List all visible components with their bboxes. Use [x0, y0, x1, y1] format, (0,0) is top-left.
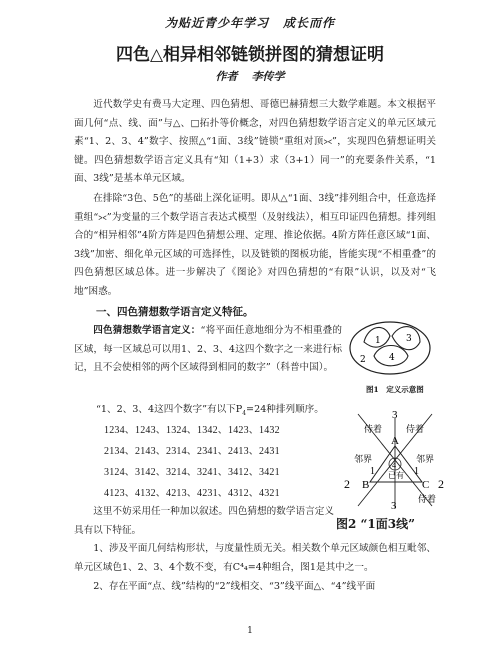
figure-1-diagram	[346, 312, 436, 384]
region-label: 2	[360, 355, 366, 365]
fig2-label: 侍着	[418, 494, 437, 504]
intro-paragraph-2: 在排除“3色、5色”的基础上深化证明。即从△“1面、3线”排列组合中，任意选择重组“⪥”为变量的三个数学语言表达式模型（及射线法），相互印证四色猜想。排列组合的“相异相邻”4阶方阵是四色猜想公理、定理、推论依据。4阶方阵任意区域“1面、3线”加密、细化单元区域的可选择性，以及链锁的图板功能，皆能实现“不相重叠”的四色猜想区域总体。进一步解决了《图论》对四色猜想的“有限”认识，以及对“飞地”困惑。	[74, 193, 436, 297]
slogan-right: 成长而作	[283, 16, 336, 30]
perm-intro-suffix: =24种排列顺序。	[246, 404, 324, 415]
fig2-label: 邻界	[354, 454, 373, 464]
list-item-1: 1、涉及平面几何结构形状，与度量性质无关。相关数个单元区域颜色相互毗邻、单元区域色1、2、3、4个数不变，有C⁴₄=4种组合，图1是其中之一。	[74, 543, 436, 573]
figure-2-caption: 图2 “1面3线”	[336, 517, 416, 531]
fig2-label-bottom-num: 3	[391, 500, 397, 512]
header-slogan	[0, 14, 500, 31]
fig2-label: 侍着	[364, 424, 383, 434]
list-item-2: 2、存在平面“点、线”结构的“2”线相交、“3”线平面△、“4”线平面	[93, 581, 376, 592]
perm-intro-prefix: “1、2、3、4这四个数字”有以下P	[96, 404, 243, 415]
fig2-label-num: 2	[344, 477, 350, 491]
fig2-label-one: 1	[370, 466, 375, 477]
figure-2-diagram	[340, 408, 450, 512]
perm-intro-sub: 4	[242, 409, 247, 417]
figure-1-caption: 图1 定义示意图	[366, 385, 424, 394]
slogan-left: 为贴近青少年学习	[164, 16, 269, 30]
intro-paragraph-1: 近代数学史有费马大定理、四色猜想、哥德巴赫猜想三大数学难题。本文根据平面几何“点、线、面”与△、□拓扑等价概念，对四色猜想数学语言定义的单元区域元素“1、2、3、4”数字、按照△“1面、3线”链锁“重组对顶⪥”，实现四色猜想证明关键。四色猜想数学语言定义具有“知（1+3）求（3+1）同一”的充要条件关系，“1面、3线”是基本单元区域。	[74, 99, 436, 185]
fig2-label-one: 1	[414, 466, 419, 477]
definition-paragraph	[74, 322, 342, 378]
permutation-intro	[96, 401, 324, 417]
author-name: 李传学	[251, 70, 285, 83]
definition-label: 四色猜想数学语言定义：	[93, 325, 201, 336]
fig2-label-num: 2	[438, 477, 444, 491]
page-number: 1	[247, 626, 253, 636]
permutation-row: 4123、4132、4213、4231、4312、4321	[104, 488, 280, 499]
permutation-row: 3124、3142、3214、3241、3412、3421	[104, 467, 280, 478]
fig2-vertex-a: A	[391, 435, 399, 447]
permutation-row: 2134、2143、2314、2341、2413、2431	[104, 446, 280, 457]
fig2-label: 邻界	[416, 454, 435, 464]
fig2-vertex-c: C	[422, 479, 430, 491]
author-label: 作者	[215, 70, 238, 83]
fig2-label-top-num: 3	[392, 409, 398, 421]
section-heading: 一、四色猜想数学语言定义特征。	[96, 306, 254, 318]
after-permutation-text: 这里不妨采用任一种加以叙述。四色猜想的数学语言定义具有以下特征。	[74, 506, 334, 536]
fig2-vertex-b: B	[362, 479, 370, 491]
fig2-label: 侍着	[406, 424, 425, 434]
fig2-label: 已有	[388, 471, 404, 480]
permutation-row: 1234、1243、1324、1342、1423、1432	[104, 425, 280, 436]
region-label: 4	[389, 353, 395, 363]
region-label: 3	[406, 334, 412, 344]
region-label: 1	[375, 336, 381, 346]
paper-title: 四色△相异相邻链锁拼图的猜想证明	[115, 45, 385, 65]
definition-text: “将平面任意地细分为不相重叠的区域，每一区域总可以用1、2、3、4这四个数字之一来进行标记，且不会使相邻的两个区域得到相同的数字”（科普中国）。	[74, 325, 343, 374]
author-line	[0, 68, 500, 84]
fig2-center-num: 4	[392, 461, 396, 470]
